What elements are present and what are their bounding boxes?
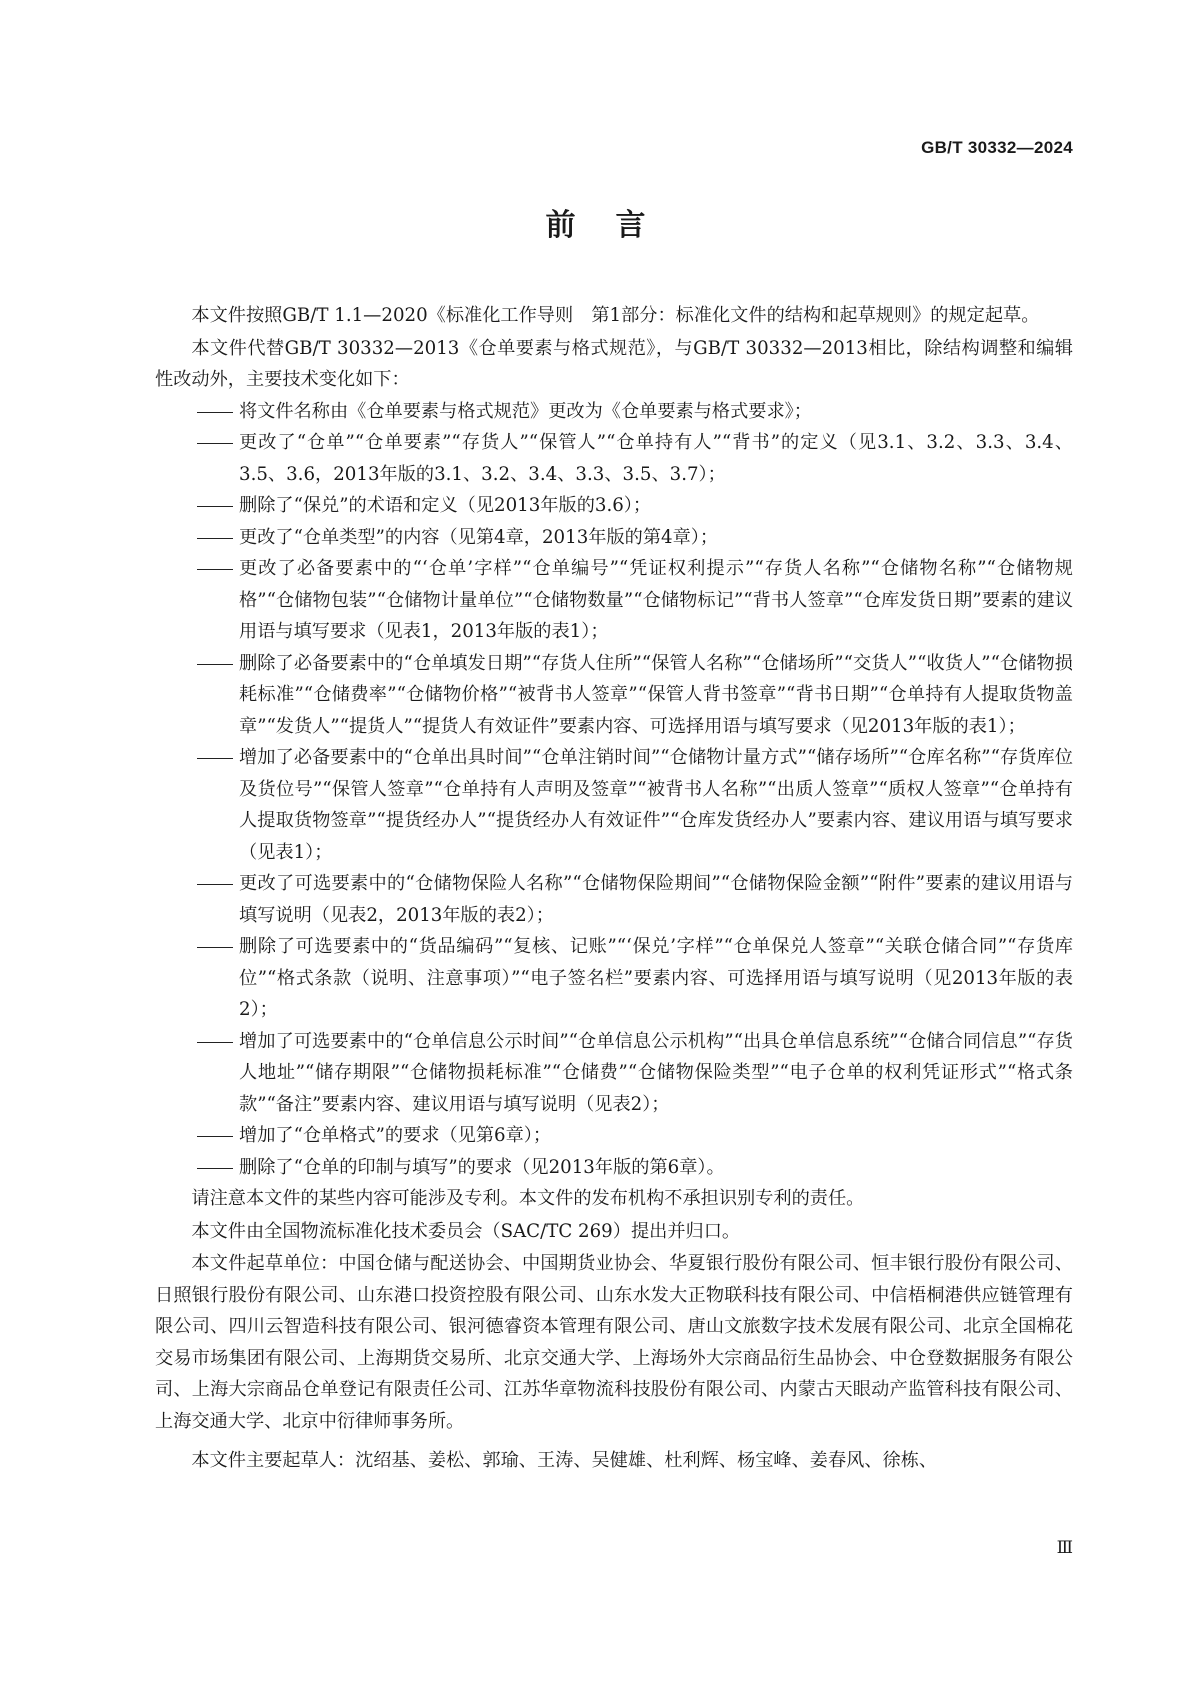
patent-notice: 请注意本文件的某些内容可能涉及专利。本文件的发布机构不承担识别专利的责任。 — [191, 1188, 865, 1209]
change-item: 更改了“仓单”“仓单要素”“存货人”“保管人”“仓单持有人”“背书”的定义（见3.1、3.2、3.3、3.4、3.5、3.6，2013年版的3.1、3.2、3.4、3.3、3.5、3.7）； — [239, 432, 1073, 485]
intro-paragraph-2: 本文件代替GB/T 30332—2013《仓单要素与格式规范》，与GB/T 30332—2013相比，除结构调整和编辑性改动外，主要技术变化如下： — [155, 337, 1073, 390]
change-item: 删除了“保兑”的术语和定义（见2013年版的3.6）； — [239, 495, 652, 516]
drafting-units-paragraph: 本文件起草单位：中国仓储与配送协会、中国期货业协会、华夏银行股份有限公司、恒丰银行股份有限公司、日照银行股份有限公司、山东港口投资控股有限公司、山东水发大正物联科技有限公司、中信梧桐港供应链管理有限公司、四川云智造科技有限公司、银河德睿资本管理有限公司、唐山文旅数字技术发展有限公司、北京全国棉花交易市场集团有限公司、上海期货交易所、北京交通大学、上海场外大宗商品衍生品协会、中仓登数据服务有限公司、上海大宗商品仓单登记有限责任公司、江苏华章物流科技股份有限公司、内蒙古天眼动产监管科技有限公司、上海交通大学、北京中衍律师事务所。 — [155, 1253, 1073, 1432]
intro-paragraph-1: 本文件按照GB/T 1.1—2020《标准化工作导则 第1部分：标准化文件的结构和起草规则》的规定起草。 — [191, 305, 1040, 326]
page-title: 前言 — [545, 208, 686, 243]
drafters-paragraph: 本文件主要起草人：沈绍基、姜松、郭瑜、王涛、吴健雄、杜利辉、杨宝峰、姜春风、徐栋、 — [191, 1450, 938, 1471]
change-item: 增加了可选要素中的“仓单信息公示时间”“仓单信息公示机构”“出具仓单信息系统”“仓储合同信息”“存货人地址”“储存期限”“仓储物损耗标准”“仓储费”“仓储物保险类型”“电子仓单的权利凭证形式”“格式条款”“备注”要素内容、建议用语与填写说明（见表2）； — [239, 1030, 1073, 1115]
foreword-body — [155, 300, 1073, 1477]
change-item: 更改了“仓单类型”的内容（见第4章，2013年版的第4章）； — [239, 526, 719, 548]
page-number: Ⅲ — [1056, 1538, 1073, 1558]
change-item: 删除了必备要素中的“仓单填发日期”“存货人住所”“保管人名称”“仓储场所”“交货人”“收货人”“仓储物损耗标准”“仓储费率”“仓储物价格”“被背书人签章”“保管人背书签章”“背书日期”“仓单持有人提取货物盖章”“发货人”“提货人”“提货人有效证件”要素内容、可选择用语与填写要求（见2013年版的表1）； — [239, 652, 1073, 737]
change-item: 更改了必备要素中的“‘仓单’字样”“仓单编号”“凭证权利提示”“存货人名称”“仓储物名称”“仓储物规格”“仓储物包装”“仓储物计量单位”“仓储物数量”“仓储物标记”“背书人签章”“仓库发货日期”要素的建议用语与填写要求（见表1，2013年版的表1）； — [239, 558, 1073, 642]
change-item: 增加了必备要素中的“仓单出具时间”“仓单注销时间”“仓储物计量方式”“储存场所”“仓库名称”“存货库位及货位号”“保管人签章”“仓单持有人声明及签章”“被背书人名称”“出质人签章”“质权人签章”“仓单持有人提取货物签章”“提货经办人”“提货经办人有效证件”“仓库发货经办人”要素内容、建议用语与填写要求（见表1）； — [239, 747, 1073, 863]
proposer-paragraph: 本文件由全国物流标准化技术委员会（SAC/TC 269）提出并归口。 — [191, 1220, 741, 1242]
change-item: 将文件名称由《仓单要素与格式规范》更改为《仓单要素与格式要求》； — [239, 400, 812, 422]
standard-number: GB/T 30332—2024 — [921, 138, 1073, 157]
changes-list — [155, 396, 1073, 1184]
change-item: 增加了“仓单格式”的要求（见第6章）； — [239, 1125, 552, 1146]
change-item: 删除了可选要素中的“货品编码”“复核、记账”“‘保兑’字样”“仓单保兑人签章”“关联仓储合同”“存货库位”“格式条款（说明、注意事项）”“电子签名栏”要素内容、可选择用语与填写说明（见2013年版的表2）； — [239, 936, 1073, 1020]
change-item: 更改了可选要素中的“仓储物保险人名称”“仓储物保险期间”“仓储物保险金额”“附件”要素的建议用语与填写说明（见表2，2013年版的表2）； — [239, 873, 1073, 926]
change-item: 删除了“仓单的印制与填写”的要求（见2013年版的第6章）。 — [239, 1156, 725, 1178]
